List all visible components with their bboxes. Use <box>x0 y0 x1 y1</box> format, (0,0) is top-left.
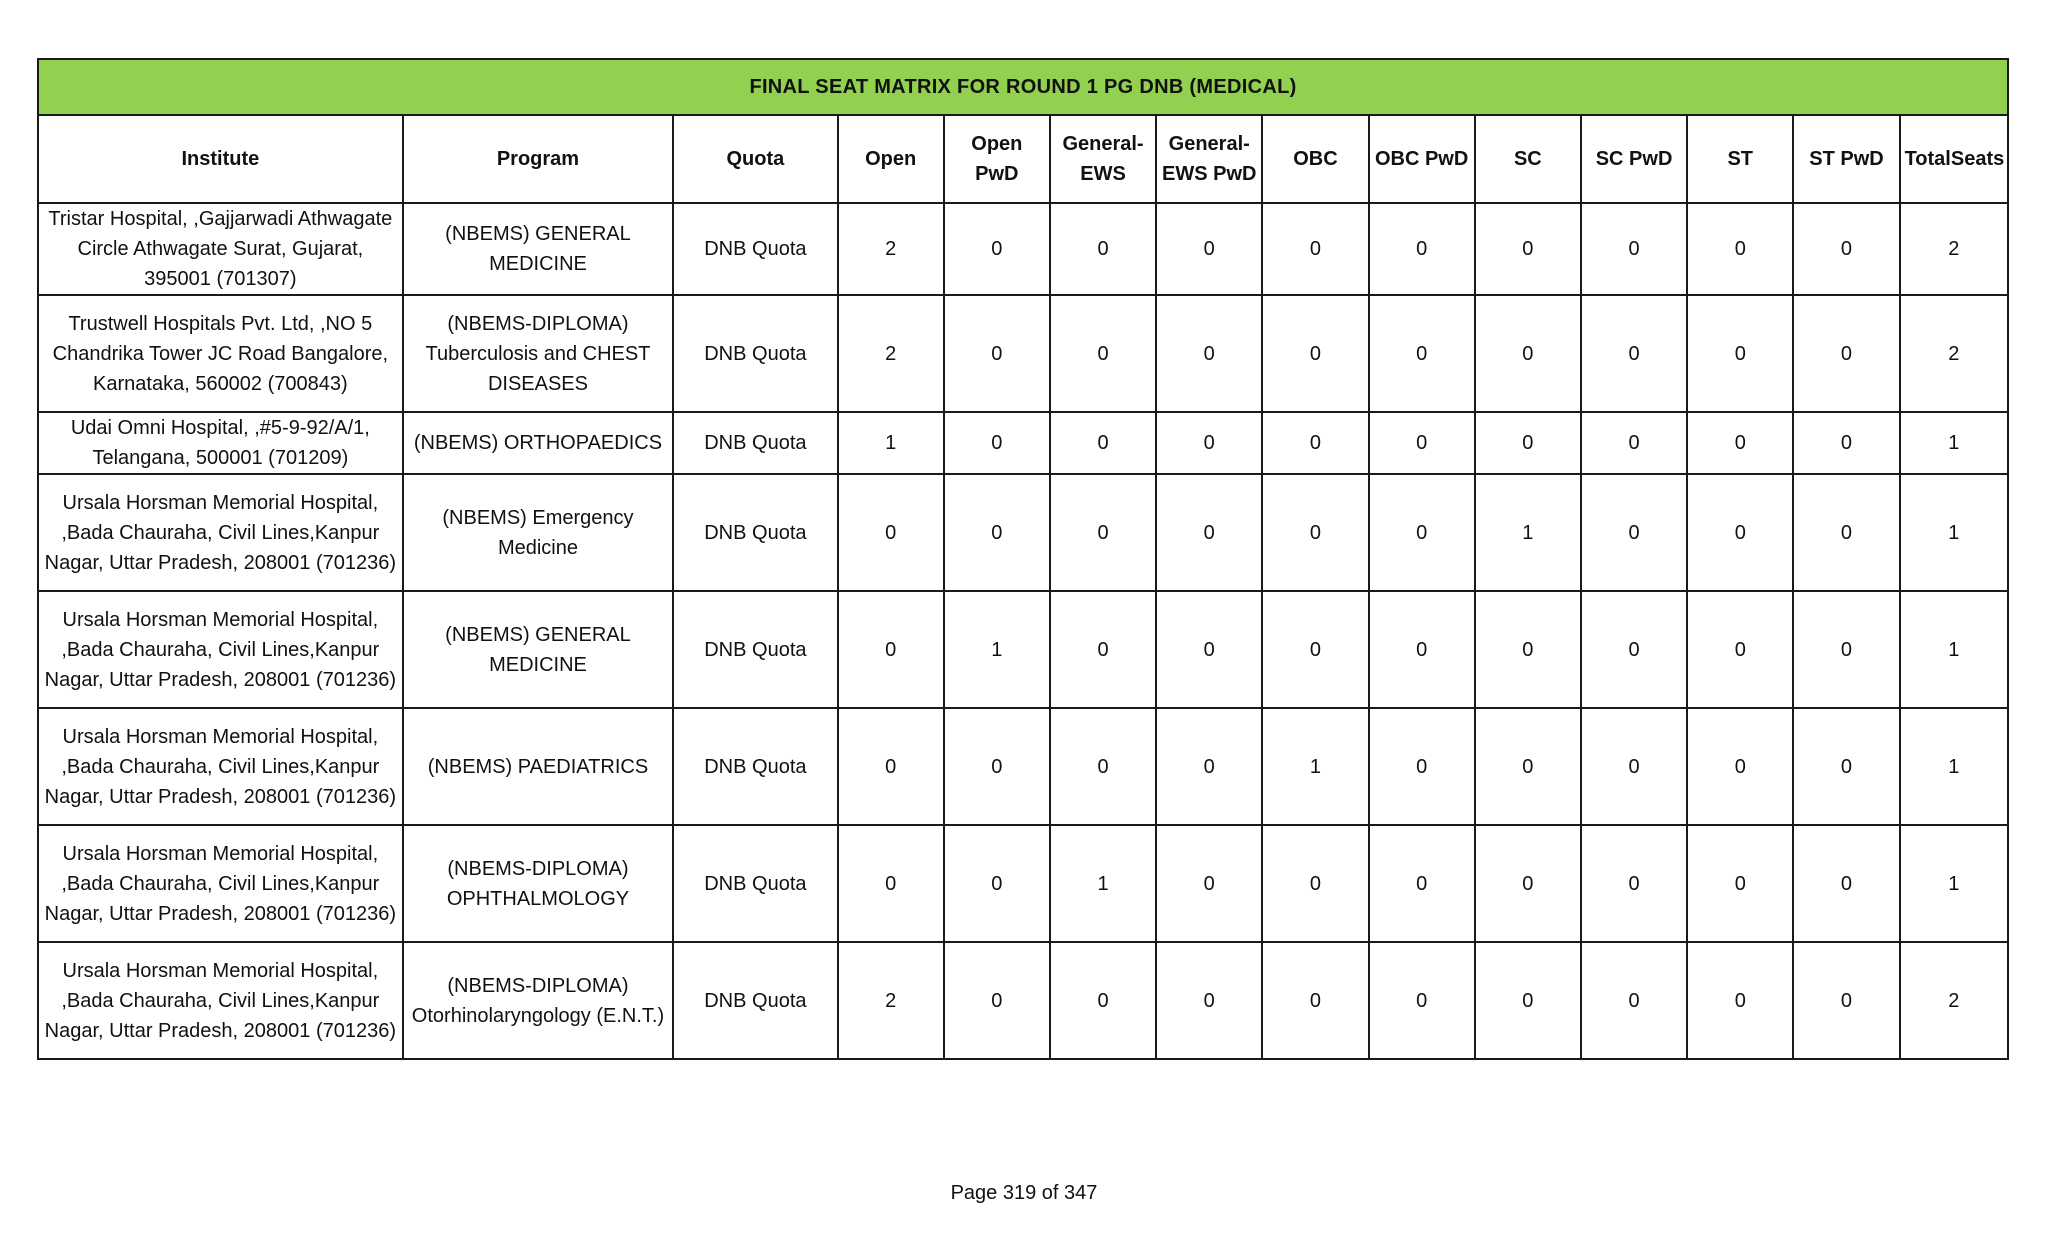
open-cell: 0 <box>838 825 944 942</box>
open-pwd-cell: 0 <box>944 203 1050 295</box>
header-program: Program <box>403 115 674 203</box>
header-total-seats: TotalSeats <box>1900 115 2008 203</box>
st-cell: 0 <box>1687 825 1793 942</box>
header-sc: SC <box>1475 115 1581 203</box>
open-cell: 0 <box>838 591 944 708</box>
obc-cell: 0 <box>1262 412 1368 474</box>
table-row <box>38 708 2008 825</box>
obc-cell: 1 <box>1262 708 1368 825</box>
quota-cell: DNB Quota <box>673 203 837 295</box>
obc-cell: 0 <box>1262 825 1368 942</box>
obc-pwd-cell: 0 <box>1369 825 1475 942</box>
open-pwd-cell: 0 <box>944 942 1050 1059</box>
general-ews-pwd-cell: 0 <box>1156 825 1262 942</box>
obc-pwd-cell: 0 <box>1369 474 1475 591</box>
program-cell: (NBEMS) GENERAL MEDICINE <box>403 203 674 295</box>
page-title: FINAL SEAT MATRIX FOR ROUND 1 PG DNB (MEDICAL) <box>38 59 2008 115</box>
program-cell: (NBEMS-DIPLOMA) Tuberculosis and CHEST DISEASES <box>403 295 674 412</box>
open-pwd-cell: 0 <box>944 474 1050 591</box>
header-open-pwd: Open PwD <box>944 115 1050 203</box>
general-ews-pwd-cell: 0 <box>1156 295 1262 412</box>
general-ews-cell: 0 <box>1050 203 1156 295</box>
header-institute: Institute <box>38 115 403 203</box>
header-obc-pwd: OBC PwD <box>1369 115 1475 203</box>
open-cell: 1 <box>838 412 944 474</box>
sc-pwd-cell: 0 <box>1581 295 1687 412</box>
general-ews-pwd-cell: 0 <box>1156 474 1262 591</box>
st-pwd-cell: 0 <box>1793 295 1899 412</box>
quota-cell: DNB Quota <box>673 295 837 412</box>
program-cell: (NBEMS-DIPLOMA) OPHTHALMOLOGY <box>403 825 674 942</box>
program-cell: (NBEMS) PAEDIATRICS <box>403 708 674 825</box>
header-row <box>38 115 2008 203</box>
total-seats-cell: 1 <box>1900 412 2008 474</box>
st-pwd-cell: 0 <box>1793 825 1899 942</box>
obc-pwd-cell: 0 <box>1369 708 1475 825</box>
header-general-ews: General-EWS <box>1050 115 1156 203</box>
general-ews-cell: 0 <box>1050 942 1156 1059</box>
general-ews-cell: 0 <box>1050 708 1156 825</box>
general-ews-cell: 0 <box>1050 412 1156 474</box>
sc-cell: 0 <box>1475 203 1581 295</box>
sc-pwd-cell: 0 <box>1581 942 1687 1059</box>
general-ews-pwd-cell: 0 <box>1156 203 1262 295</box>
seat-matrix-table <box>37 58 2009 1060</box>
sc-cell: 0 <box>1475 825 1581 942</box>
obc-pwd-cell: 0 <box>1369 203 1475 295</box>
general-ews-cell: 0 <box>1050 295 1156 412</box>
st-cell: 0 <box>1687 203 1793 295</box>
total-seats-cell: 1 <box>1900 825 2008 942</box>
header-st: ST <box>1687 115 1793 203</box>
program-cell: (NBEMS) ORTHOPAEDICS <box>403 412 674 474</box>
table-row <box>38 412 2008 474</box>
open-cell: 0 <box>838 474 944 591</box>
sc-pwd-cell: 0 <box>1581 203 1687 295</box>
open-pwd-cell: 0 <box>944 412 1050 474</box>
quota-cell: DNB Quota <box>673 412 837 474</box>
header-obc: OBC <box>1262 115 1368 203</box>
sc-cell: 0 <box>1475 591 1581 708</box>
st-cell: 0 <box>1687 295 1793 412</box>
obc-pwd-cell: 0 <box>1369 591 1475 708</box>
open-pwd-cell: 0 <box>944 295 1050 412</box>
st-pwd-cell: 0 <box>1793 412 1899 474</box>
st-pwd-cell: 0 <box>1793 708 1899 825</box>
general-ews-pwd-cell: 0 <box>1156 942 1262 1059</box>
general-ews-pwd-cell: 0 <box>1156 412 1262 474</box>
quota-cell: DNB Quota <box>673 591 837 708</box>
obc-cell: 0 <box>1262 295 1368 412</box>
obc-pwd-cell: 0 <box>1369 942 1475 1059</box>
quota-cell: DNB Quota <box>673 708 837 825</box>
institute-cell: Tristar Hospital, ,Gajjarwadi Athwagate Circle Athwagate Surat, Gujarat, 395001 (701307) <box>38 203 403 295</box>
sc-pwd-cell: 0 <box>1581 474 1687 591</box>
general-ews-cell: 1 <box>1050 825 1156 942</box>
institute-cell: Ursala Horsman Memorial Hospital, ,Bada Chauraha, Civil Lines,Kanpur Nagar, Uttar Pradesh, 208001 (701236) <box>38 474 403 591</box>
st-pwd-cell: 0 <box>1793 591 1899 708</box>
seat-matrix-sheet <box>37 58 2009 1060</box>
institute-cell: Ursala Horsman Memorial Hospital, ,Bada Chauraha, Civil Lines,Kanpur Nagar, Uttar Pradesh, 208001 (701236) <box>38 708 403 825</box>
quota-cell: DNB Quota <box>673 942 837 1059</box>
program-cell: (NBEMS-DIPLOMA) Otorhinolaryngology (E.N.T.) <box>403 942 674 1059</box>
obc-cell: 0 <box>1262 942 1368 1059</box>
general-ews-pwd-cell: 0 <box>1156 591 1262 708</box>
sc-cell: 0 <box>1475 412 1581 474</box>
open-cell: 2 <box>838 295 944 412</box>
table-row <box>38 591 2008 708</box>
open-pwd-cell: 1 <box>944 591 1050 708</box>
general-ews-cell: 0 <box>1050 474 1156 591</box>
general-ews-cell: 0 <box>1050 591 1156 708</box>
sc-pwd-cell: 0 <box>1581 708 1687 825</box>
table-row <box>38 295 2008 412</box>
sc-pwd-cell: 0 <box>1581 591 1687 708</box>
total-seats-cell: 1 <box>1900 708 2008 825</box>
open-pwd-cell: 0 <box>944 825 1050 942</box>
sc-cell: 1 <box>1475 474 1581 591</box>
obc-cell: 0 <box>1262 591 1368 708</box>
st-pwd-cell: 0 <box>1793 474 1899 591</box>
st-cell: 0 <box>1687 942 1793 1059</box>
sc-cell: 0 <box>1475 708 1581 825</box>
st-pwd-cell: 0 <box>1793 942 1899 1059</box>
institute-cell: Ursala Horsman Memorial Hospital, ,Bada Chauraha, Civil Lines,Kanpur Nagar, Uttar Pradesh, 208001 (701236) <box>38 825 403 942</box>
header-st-pwd: ST PwD <box>1793 115 1899 203</box>
st-cell: 0 <box>1687 708 1793 825</box>
sc-cell: 0 <box>1475 942 1581 1059</box>
header-quota: Quota <box>673 115 837 203</box>
institute-cell: Ursala Horsman Memorial Hospital, ,Bada Chauraha, Civil Lines,Kanpur Nagar, Uttar Pradesh, 208001 (701236) <box>38 942 403 1059</box>
obc-cell: 0 <box>1262 474 1368 591</box>
header-general-ews-pwd: General-EWS PwD <box>1156 115 1262 203</box>
open-cell: 0 <box>838 708 944 825</box>
total-seats-cell: 2 <box>1900 203 2008 295</box>
total-seats-cell: 2 <box>1900 295 2008 412</box>
st-cell: 0 <box>1687 474 1793 591</box>
table-row <box>38 825 2008 942</box>
st-pwd-cell: 0 <box>1793 203 1899 295</box>
header-open: Open <box>838 115 944 203</box>
general-ews-pwd-cell: 0 <box>1156 708 1262 825</box>
st-cell: 0 <box>1687 591 1793 708</box>
program-cell: (NBEMS) GENERAL MEDICINE <box>403 591 674 708</box>
quota-cell: DNB Quota <box>673 474 837 591</box>
institute-cell: Ursala Horsman Memorial Hospital, ,Bada Chauraha, Civil Lines,Kanpur Nagar, Uttar Pradesh, 208001 (701236) <box>38 591 403 708</box>
open-cell: 2 <box>838 203 944 295</box>
program-cell: (NBEMS) Emergency Medicine <box>403 474 674 591</box>
total-seats-cell: 2 <box>1900 942 2008 1059</box>
obc-pwd-cell: 0 <box>1369 412 1475 474</box>
header-sc-pwd: SC PwD <box>1581 115 1687 203</box>
total-seats-cell: 1 <box>1900 474 2008 591</box>
total-seats-cell: 1 <box>1900 591 2008 708</box>
st-cell: 0 <box>1687 412 1793 474</box>
open-pwd-cell: 0 <box>944 708 1050 825</box>
institute-cell: Trustwell Hospitals Pvt. Ltd, ,NO 5 Chandrika Tower JC Road Bangalore, Karnataka, 560002 (700843) <box>38 295 403 412</box>
sc-pwd-cell: 0 <box>1581 412 1687 474</box>
obc-cell: 0 <box>1262 203 1368 295</box>
obc-pwd-cell: 0 <box>1369 295 1475 412</box>
institute-cell: Udai Omni Hospital, ,#5-9-92/A/1, Telangana, 500001 (701209) <box>38 412 403 474</box>
sc-cell: 0 <box>1475 295 1581 412</box>
open-cell: 2 <box>838 942 944 1059</box>
sc-pwd-cell: 0 <box>1581 825 1687 942</box>
quota-cell: DNB Quota <box>673 825 837 942</box>
table-row <box>38 203 2008 295</box>
table-row <box>38 474 2008 591</box>
page-number: Page 319 of 347 <box>950 1182 1098 1204</box>
table-row <box>38 942 2008 1059</box>
